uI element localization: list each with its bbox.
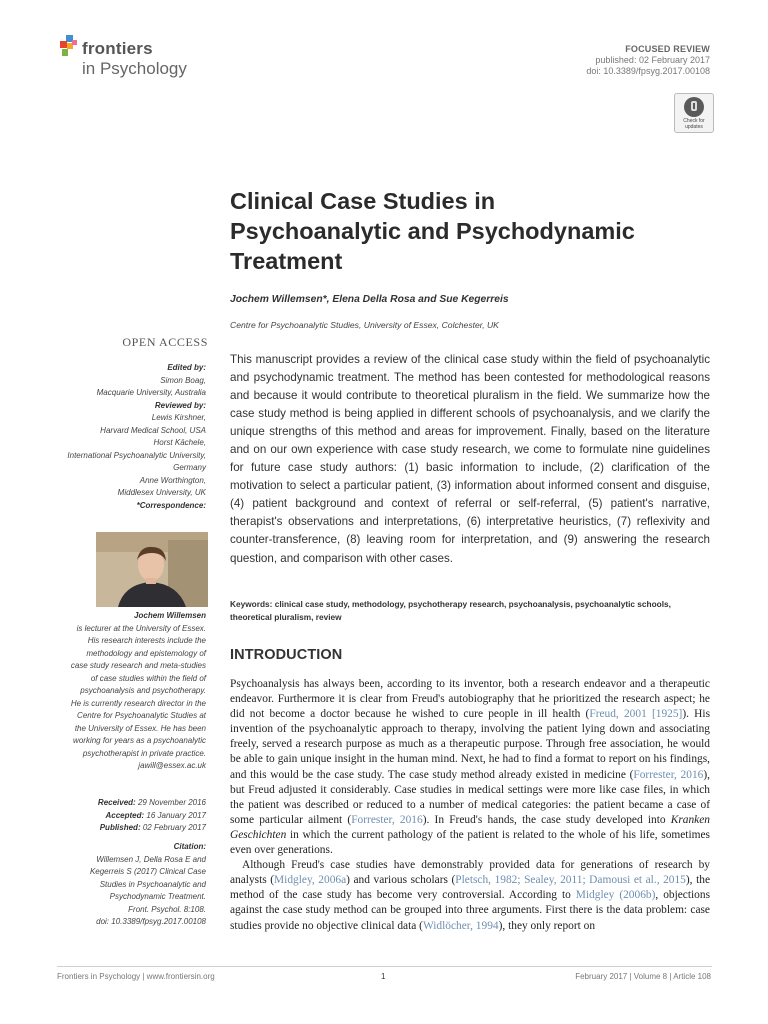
published-value: 02 February 2017: [142, 823, 206, 832]
citation-link[interactable]: Freud, 2001 [1925]: [589, 708, 683, 721]
section-heading: INTRODUCTION: [230, 647, 343, 663]
article-type: FOCUSED REVIEW: [625, 44, 710, 54]
bio-line: the University of Essex. He has been: [74, 723, 206, 733]
bio-line: methodology and epistemology of: [86, 648, 206, 658]
check-for-updates-badge[interactable]: [674, 93, 714, 133]
editor-line: Macquarie University, Australia: [96, 388, 206, 397]
citation-block: [90, 841, 206, 929]
bio-line: of case studies within the field of: [90, 673, 206, 683]
text-run: in which the current pathology of the patient is related to the whole of his life, sometimes even over generations.: [230, 828, 710, 857]
citation-line: Front. Psychol. 8:108.: [128, 904, 206, 914]
reviewer-line: Germany: [173, 463, 206, 472]
received-label: Received:: [97, 798, 136, 807]
title-line: Treatment: [230, 248, 343, 274]
title-line: Psychoanalytic and Psychodynamic: [230, 218, 635, 244]
citation-line: Kegerreis S (2017) Clinical Case: [89, 867, 206, 876]
bio-line: case study research and meta-studies: [70, 661, 206, 670]
title-line: Clinical Case Studies in: [230, 188, 496, 214]
footer-issue: February 2017 | Volume 8 | Article 108: [575, 972, 711, 981]
page-number: 1: [381, 972, 386, 981]
accepted-date: [98, 810, 206, 823]
article-doi[interactable]: doi: 10.3389/fpsyg.2017.00108: [586, 66, 710, 76]
text-run: ). His invention of the psychoanalytic approach to therapy, involving the patient lying down and associating freely, served a research purpose as much as a therapeutic purpose. Through free association, he would be able to gain unique insight in the human mind. Next, he had to find a format to report on his findings, and this would be the case study. The case study method already existed in medicine (: [230, 708, 711, 781]
journal-logo[interactable]: [57, 34, 207, 80]
citation-link[interactable]: Forrester, 2016: [633, 768, 704, 781]
author-photo: [96, 532, 208, 607]
accepted-value: 16 January 2017: [146, 810, 206, 820]
edited-by-label: Edited by:: [167, 363, 206, 372]
reviewer-line: Middlesex University, UK: [117, 488, 206, 497]
body-text: [230, 677, 710, 934]
received-value: 29 November 2016: [137, 798, 206, 807]
reviewer-line: Horst Kächele,: [153, 438, 206, 447]
bio-line: working for years as a psychoanalytic: [73, 736, 206, 745]
article-meta: [586, 44, 710, 77]
footer-divider: [57, 966, 712, 967]
citation-doi[interactable]: doi: 10.3389/fpsyg.2017.00108: [96, 917, 206, 926]
journal-name-line2: in Psychology: [82, 59, 187, 78]
bio-line: psychoanalysis and psychotherapy.: [80, 686, 206, 695]
accepted-label: Accepted:: [105, 810, 145, 820]
journal-name-line1: frontiers: [82, 39, 153, 58]
reviewer-line: Lewis Kirshner,: [151, 413, 206, 422]
affiliation: Centre for Psychoanalytic Studies, University of Essex, Colchester, UK: [230, 320, 499, 330]
author-list[interactable]: Jochem Willemsen*, Elena Della Rosa and Sue Kegerreis: [230, 294, 509, 305]
bio-line: Centre for Psychoanalytic Studies at: [77, 711, 206, 720]
correspondent-email[interactable]: jawill@essex.ac.uk: [138, 761, 206, 770]
citation-link[interactable]: Midgley (2006b): [575, 889, 656, 902]
correspondence-label: *Correspondence:: [136, 500, 206, 510]
bookmark-icon: [684, 97, 704, 117]
citation-label: Citation:: [173, 842, 206, 851]
citation-link[interactable]: Forrester, 2016: [351, 813, 423, 826]
text-run: ), they only report on: [498, 919, 596, 932]
citation-link[interactable]: Midgley, 2006a: [274, 874, 347, 887]
bio-line: psychotherapist in private practice.: [82, 748, 206, 758]
check-updates-line1: Check for: [683, 118, 705, 124]
text-run: Although Freud's case studies have demonstrably provided data for generations of research by analysts (: [230, 859, 710, 887]
published-date-side: [98, 822, 206, 835]
check-updates-line2: updates: [685, 124, 703, 130]
article-title: [230, 186, 710, 276]
paragraph: [230, 677, 710, 858]
citation-line: Willemsen J, Della Rosa E and: [96, 854, 206, 864]
bio-line: His research interests include the: [87, 636, 206, 645]
citation-link[interactable]: Pletsch, 1982; Sealey, 2011; Damousi et al., 2015: [455, 874, 686, 887]
reviewer-line: International Psychoanalytic University,: [67, 450, 206, 460]
text-run: , objections against the case study method can be grouped into three arguments. First there is the data problem: case studies provide no objective clinical data (: [230, 889, 711, 932]
received-date: [98, 797, 206, 810]
correspondent-name: Jochem Willemsen: [134, 611, 206, 620]
reviewer-line: Harvard Medical School, USA: [100, 425, 206, 435]
published-date: published: 02 February 2017: [595, 55, 710, 65]
italic-term: Kranken Geschichten: [230, 813, 710, 841]
editor-line: Simon Boag,: [160, 375, 206, 385]
reviewed-by-label: Reviewed by:: [154, 400, 206, 410]
bio-line: He is currently research director in the: [70, 698, 206, 708]
editors-block: [67, 362, 206, 512]
footer-journal[interactable]: Frontiers in Psychology | www.frontiersin.org: [57, 972, 215, 981]
bio-line: is lecturer at the University of Essex.: [76, 623, 206, 633]
citation-link[interactable]: Widlöcher, 1994: [422, 919, 499, 932]
text-run: Psychoanalysis has always been, according to its inventor, both a research endeavor and a therapeutic endeavor. Furthermore it is clear from Freud's autobiography that he prioritized the research aspect; he did not become a doctor because he wished to cure people in ill health (: [230, 678, 710, 721]
dates-block: [98, 797, 206, 835]
text-run: ) and various scholars (: [346, 874, 456, 887]
text-run: ), the method of the case study has become very controversial. According to: [230, 874, 711, 902]
reviewer-line: Anne Worthington,: [139, 475, 206, 485]
paragraph: [230, 858, 710, 933]
citation-line: Studies in Psychoanalytic and: [99, 879, 206, 889]
published-label: Published:: [99, 823, 141, 832]
text-run: ), but Freud adjusted it considerably. Case studies in medical settings were more like case files, in which the patient was described or reduced to a number of medical categories: the patient became a case of some particular ailment (: [230, 768, 710, 826]
open-access-label: OPEN ACCESS: [122, 335, 208, 349]
author-bio: [71, 610, 206, 773]
frontiers-logo-icon: [57, 34, 81, 58]
keywords: Keywords: clinical case study, methodology, psychotherapy research, psychoanalysis, psychoanalytic schools, theoretical pluralism, review: [230, 599, 671, 622]
citation-line: Psychodynamic Treatment.: [109, 892, 206, 901]
abstract: This manuscript provides a review of the clinical case study within the field of psychoanalytic and psychodynamic treatment. The method has been contested for methodological reasons and because it would contribute to theoretical pluralism in the field. We summarize how the case study method is being applied in different schools of psychoanalysis, and we clarify the unique strengths of this method and areas for improvement. Finally, based on the literature and on our own experience with case study research, we come to formulate nine guidelines for future case study authors: (1) basic information to include, (2) clarification of the motivation to select a particular patient, (3) information about informed consent and disguise, (4) patient background and context of referral or self-referral, (5) patient's narrative, therapist's observations and interpretations, (6) interpretative heuristics, (7) reflexivity and counter-transference, (8) leaving room for interpretation, and (9) answering the research question, and comparison with other cases.: [230, 353, 710, 565]
text-run: ). In Freud's hands, the case study developed into: [422, 813, 671, 826]
